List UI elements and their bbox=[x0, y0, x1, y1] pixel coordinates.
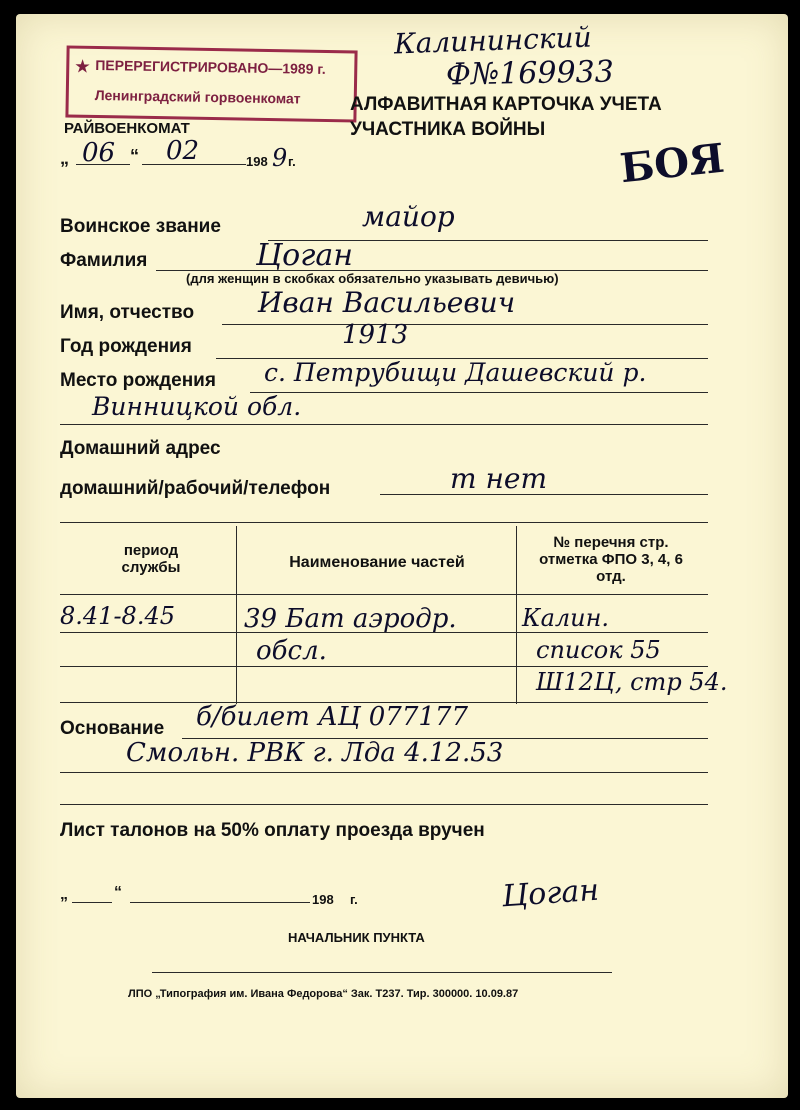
basis-value-line1: б/билет АЦ 077177 bbox=[196, 702, 468, 732]
table-cell-list-1: Калин. bbox=[522, 604, 610, 632]
date-day-line bbox=[76, 164, 130, 165]
office-label: РАЙВОЕНКОМАТ bbox=[64, 120, 190, 137]
date-month-line bbox=[142, 164, 246, 165]
birthplace-line1 bbox=[250, 392, 708, 393]
handwritten-district: Калининский bbox=[393, 20, 593, 61]
card-title-line1: АЛФАВИТНАЯ КАРТОЧКА УЧЕТА bbox=[350, 94, 662, 115]
chief-signature: Цоган bbox=[500, 872, 601, 915]
card-title-line2: УЧАСТНИКА ВОЙНЫ bbox=[350, 119, 546, 140]
table-header-units: Наименование частей bbox=[289, 554, 465, 571]
name-label: Имя, отчество bbox=[60, 302, 195, 323]
rank-value: майор bbox=[362, 200, 455, 233]
chief-label: НАЧАЛЬНИК ПУНКТА bbox=[288, 930, 425, 945]
date-year-digit: 9 bbox=[272, 144, 288, 172]
printer-imprint: ЛПО „Типография им. Ивана Федорова“ Зак. Т237. Тир. 300000. 10.09.87 bbox=[128, 988, 519, 1000]
table-row-line-1 bbox=[60, 632, 708, 633]
name-value: Иван Васильевич bbox=[258, 286, 516, 319]
table-col-divider-2 bbox=[516, 526, 517, 704]
table-top-line bbox=[60, 522, 708, 523]
birthplace-value-line2: Винницкой обл. bbox=[92, 392, 302, 421]
phone-line bbox=[380, 494, 708, 495]
footer-date-month-line bbox=[130, 902, 310, 903]
phone-label: домашний/рабочий/телефон bbox=[60, 478, 331, 499]
rank-label: Воинское звание bbox=[60, 216, 221, 237]
table-cell-list-3: Ш12Ц, стр 54. bbox=[536, 668, 728, 696]
footer-year: 198 bbox=[312, 892, 334, 907]
address-label: Домашний адрес bbox=[60, 438, 221, 459]
registration-card bbox=[16, 14, 788, 1098]
stamp-line1: ПЕРЕРЕГИСТРИРОВАНО—1989 г. bbox=[95, 56, 326, 77]
surname-label: Фамилия bbox=[60, 250, 148, 271]
table-header-bottom-line bbox=[60, 594, 708, 595]
basis-line3 bbox=[60, 804, 708, 805]
reregistration-stamp bbox=[65, 45, 357, 122]
handwritten-card-number: Ф№169933 bbox=[445, 54, 615, 93]
table-cell-list-2: список 55 bbox=[536, 636, 661, 664]
date-month: 02 bbox=[166, 136, 200, 166]
date-close-quote: “ bbox=[130, 146, 139, 166]
footer-signature-line bbox=[152, 972, 612, 973]
name-line bbox=[222, 324, 708, 325]
table-col-divider-1 bbox=[236, 526, 237, 704]
stamp-star-icon: ★ bbox=[75, 58, 90, 76]
basis-label: Основание bbox=[60, 718, 165, 739]
stamp-line2: Ленинградский горвоенкомат bbox=[94, 86, 301, 107]
birthplace-line2 bbox=[60, 424, 708, 425]
date-day: 06 bbox=[82, 138, 116, 168]
birth-year-label: Год рождения bbox=[60, 336, 192, 357]
footer-date-day-line bbox=[72, 902, 112, 903]
surname-value: Цоган bbox=[256, 238, 354, 273]
corner-mark: БОЯ bbox=[617, 134, 727, 193]
date-year-prefix: 198 bbox=[246, 154, 268, 169]
birthplace-value-line1: с. Петрубищи Дашевский р. bbox=[264, 358, 647, 387]
phone-value: т нет bbox=[450, 462, 548, 495]
birthplace-label: Место рождения bbox=[60, 370, 216, 391]
footer-date-open-quote: „ bbox=[60, 886, 68, 903]
basis-line2 bbox=[60, 772, 708, 773]
table-cell-units-1: 39 Бат аэродр. bbox=[244, 604, 457, 634]
table-row-line-2 bbox=[60, 666, 708, 667]
date-open-quote: „ bbox=[60, 148, 69, 168]
voucher-text: Лист талонов на 50% оплату проезда вручен bbox=[60, 820, 485, 841]
table-header-list: № перечня стр. отметка ФПО 3, 4, 6 отд. bbox=[539, 534, 683, 585]
table-header-period: период службы bbox=[121, 542, 181, 576]
footer-year-suffix: г. bbox=[350, 892, 358, 907]
surname-note: (для женщин в скобках обязательно указывать девичью) bbox=[186, 271, 559, 286]
table-cell-units-2: обсл. bbox=[256, 636, 327, 666]
footer-date-close-quote: “ bbox=[114, 884, 122, 901]
table-cell-period-1: 8.41-8.45 bbox=[60, 602, 175, 630]
birth-year-value: 1913 bbox=[342, 320, 409, 350]
date-year-suffix: г. bbox=[288, 154, 296, 169]
basis-value-line2: Смольн. РВК г. Лда 4.12.53 bbox=[126, 738, 504, 768]
